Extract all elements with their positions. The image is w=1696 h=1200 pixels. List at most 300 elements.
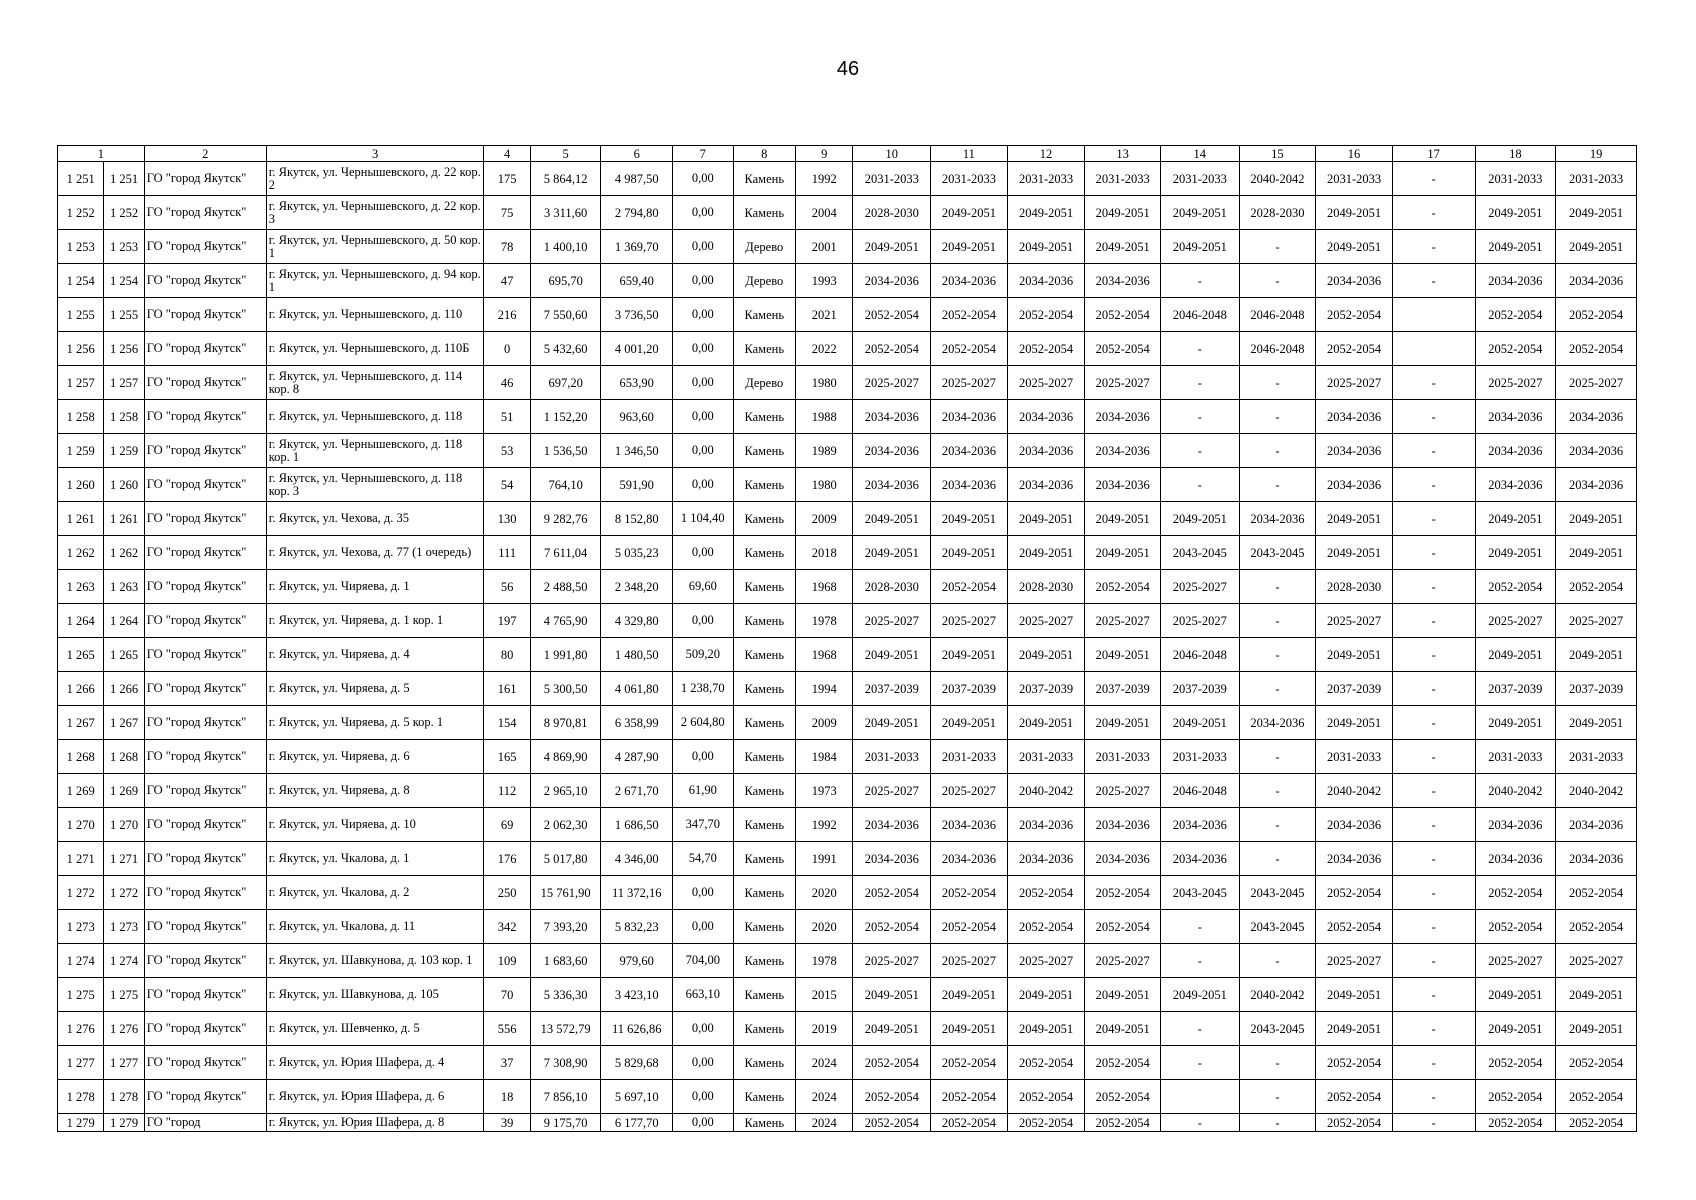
period-cell-14: - [1160,944,1239,978]
residential-area-cell: 2 348,20 [601,570,673,604]
address-cell: г. Якутск, ул. Чернышевского, д. 50 кор. 1 [266,230,484,264]
period-cell-15: 2043-2045 [1239,1012,1316,1046]
period-cell-18: 2034-2036 [1475,434,1556,468]
period-cell-13: 2034-2036 [1085,264,1161,298]
residential-area-cell: 3 736,50 [601,298,673,332]
period-cell-17: - [1392,604,1475,638]
nonresidential-area-cell: 0,00 [673,366,733,400]
row-number-cell: 1 277 [58,1046,104,1080]
period-cell-18: 2031-2033 [1475,740,1556,774]
residential-area-cell: 8 152,80 [601,502,673,536]
municipality-cell: ГО "город Якутск" [144,706,266,740]
municipality-cell: ГО "город Якутск" [144,162,266,196]
period-cell-15: - [1239,808,1316,842]
period-cell-13: 2034-2036 [1085,434,1161,468]
row-number-cell: 1 267 [58,706,104,740]
period-cell-12: 2049-2051 [1007,536,1085,570]
residents-cell: 109 [484,944,530,978]
address-cell: г. Якутск, ул. Чиряева, д. 8 [266,774,484,808]
period-cell-19: 2052-2054 [1556,570,1637,604]
period-cell-15: 2043-2045 [1239,536,1316,570]
row-number-cell: 1 261 [58,502,104,536]
period-cell-10: 2034-2036 [853,264,931,298]
year-built-cell: 1980 [796,366,853,400]
period-cell-12: 2052-2054 [1007,332,1085,366]
period-cell-14: - [1160,468,1239,502]
wall-material-cell: Камень [733,978,796,1012]
period-cell-10: 2052-2054 [853,1114,931,1132]
nonresidential-area-cell: 0,00 [673,332,733,366]
municipality-cell: ГО "город Якутск" [144,638,266,672]
residential-area-cell: 6 177,70 [601,1114,673,1132]
period-cell-11: 2025-2027 [931,944,1008,978]
period-cell-15: - [1239,774,1316,808]
period-cell-16: 2031-2033 [1316,740,1393,774]
period-cell-10: 2052-2054 [853,1080,931,1114]
period-cell-17: - [1392,876,1475,910]
period-cell-12: 2034-2036 [1007,808,1085,842]
nonresidential-area-cell: 0,00 [673,740,733,774]
period-cell-15: 2028-2030 [1239,196,1316,230]
period-cell-12: 2052-2054 [1007,1080,1085,1114]
row-number-cell: 1 263 [58,570,104,604]
address-cell: г. Якутск, ул. Чиряева, д. 5 кор. 1 [266,706,484,740]
period-cell-10: 2049-2051 [853,536,931,570]
period-cell-13: 2025-2027 [1085,774,1161,808]
period-cell-14: 2034-2036 [1160,842,1239,876]
period-cell-10: 2034-2036 [853,400,931,434]
period-cell-17: - [1392,1012,1475,1046]
total-area-cell: 7 611,04 [530,536,601,570]
period-cell-14: 2046-2048 [1160,298,1239,332]
period-cell-11: 2025-2027 [931,604,1008,638]
period-cell-19: 2049-2051 [1556,638,1637,672]
residents-cell: 342 [484,910,530,944]
row-number-cell: 1 271 [58,842,104,876]
period-cell-10: 2052-2054 [853,298,931,332]
row-number-cell: 1 266 [58,672,104,706]
object-number-cell: 1 270 [104,808,144,842]
period-cell-19: 2052-2054 [1556,876,1637,910]
period-cell-17: - [1392,842,1475,876]
object-number-cell: 1 266 [104,672,144,706]
period-cell-14: 2025-2027 [1160,604,1239,638]
period-cell-18: 2049-2051 [1475,1012,1556,1046]
table-row [58,876,1637,910]
municipality-cell: ГО "город Якутск" [144,910,266,944]
period-cell-12: 2031-2033 [1007,740,1085,774]
year-built-cell: 2024 [796,1080,853,1114]
residential-area-cell: 4 287,90 [601,740,673,774]
address-cell: г. Якутск, ул. Юрия Шафера, д. 6 [266,1080,484,1114]
nonresidential-area-cell: 1 104,40 [673,502,733,536]
object-number-cell: 1 264 [104,604,144,638]
nonresidential-area-cell: 0,00 [673,468,733,502]
nonresidential-area-cell: 2 604,80 [673,706,733,740]
table-header [58,146,1637,162]
total-area-cell: 1 683,60 [530,944,601,978]
period-cell-11: 2025-2027 [931,774,1008,808]
period-cell-19: 2025-2027 [1556,944,1637,978]
period-cell-12: 2028-2030 [1007,570,1085,604]
period-cell-11: 2049-2051 [931,1012,1008,1046]
header-cell: 12 [1007,146,1085,162]
wall-material-cell: Камень [733,740,796,774]
period-cell-18: 2052-2054 [1475,570,1556,604]
period-cell-10: 2028-2030 [853,570,931,604]
period-cell-11: 2052-2054 [931,570,1008,604]
table-row [58,1046,1637,1080]
period-cell-17: - [1392,1114,1475,1132]
municipality-cell: ГО "город Якутск" [144,1046,266,1080]
year-built-cell: 2024 [796,1114,853,1132]
table-row [58,332,1637,366]
period-cell-13: 2049-2051 [1085,706,1161,740]
municipality-cell: ГО "город Якутск" [144,1012,266,1046]
row-number-cell: 1 268 [58,740,104,774]
table-row [58,842,1637,876]
header-cell: 15 [1239,146,1316,162]
period-cell-18: 2052-2054 [1475,876,1556,910]
period-cell-11: 2034-2036 [931,434,1008,468]
period-cell-13: 2052-2054 [1085,876,1161,910]
header-row [58,146,1637,162]
municipality-cell: ГО "город Якутск" [144,434,266,468]
period-cell-12: 2034-2036 [1007,468,1085,502]
period-cell-19: 2034-2036 [1556,434,1637,468]
period-cell-12: 2049-2051 [1007,1012,1085,1046]
period-cell-16: 2052-2054 [1316,1080,1393,1114]
period-cell-10: 2052-2054 [853,332,931,366]
year-built-cell: 2009 [796,706,853,740]
period-cell-11: 2025-2027 [931,366,1008,400]
total-area-cell: 1 400,10 [530,230,601,264]
wall-material-cell: Камень [733,196,796,230]
row-number-cell: 1 259 [58,434,104,468]
period-cell-14: 2049-2051 [1160,196,1239,230]
total-area-cell: 3 311,60 [530,196,601,230]
municipality-cell: ГО "город Якутск" [144,196,266,230]
period-cell-19: 2049-2051 [1556,536,1637,570]
period-cell-15: - [1239,1080,1316,1114]
municipality-cell: ГО "город Якутск" [144,604,266,638]
period-cell-18: 2052-2054 [1475,332,1556,366]
period-cell-19: 2049-2051 [1556,230,1637,264]
nonresidential-area-cell: 0,00 [673,264,733,298]
nonresidential-area-cell: 0,00 [673,876,733,910]
period-cell-12: 2034-2036 [1007,842,1085,876]
period-cell-15: 2046-2048 [1239,298,1316,332]
period-cell-19: 2031-2033 [1556,740,1637,774]
address-cell: г. Якутск, ул. Чернышевского, д. 110Б [266,332,484,366]
period-cell-19: 2034-2036 [1556,842,1637,876]
period-cell-10: 2034-2036 [853,468,931,502]
row-number-cell: 1 273 [58,910,104,944]
period-cell-16: 2049-2051 [1316,1012,1393,1046]
header-cell: 10 [853,146,931,162]
period-cell-14: 2049-2051 [1160,706,1239,740]
period-cell-17: - [1392,502,1475,536]
address-cell: г. Якутск, ул. Чиряева, д. 5 [266,672,484,706]
period-cell-15: - [1239,400,1316,434]
object-number-cell: 1 271 [104,842,144,876]
row-number-cell: 1 253 [58,230,104,264]
period-cell-11: 2052-2054 [931,298,1008,332]
period-cell-14: 2037-2039 [1160,672,1239,706]
period-cell-12: 2040-2042 [1007,774,1085,808]
residential-area-cell: 2 794,80 [601,196,673,230]
row-number-cell: 1 279 [58,1114,104,1132]
period-cell-17: - [1392,468,1475,502]
row-number-cell: 1 257 [58,366,104,400]
period-cell-19: 2031-2033 [1556,162,1637,196]
period-cell-18: 2049-2051 [1475,978,1556,1012]
residential-area-cell: 1 480,50 [601,638,673,672]
period-cell-11: 2049-2051 [931,536,1008,570]
municipality-cell: ГО "город Якутск" [144,536,266,570]
object-number-cell: 1 276 [104,1012,144,1046]
residential-area-cell: 1 686,50 [601,808,673,842]
period-cell-14: - [1160,332,1239,366]
period-cell-11: 2031-2033 [931,162,1008,196]
period-cell-11: 2049-2051 [931,978,1008,1012]
period-cell-14: 2049-2051 [1160,502,1239,536]
period-cell-12: 2037-2039 [1007,672,1085,706]
period-cell-12: 2052-2054 [1007,876,1085,910]
period-cell-16: 2052-2054 [1316,298,1393,332]
period-cell-14: - [1160,910,1239,944]
residents-cell: 53 [484,434,530,468]
period-cell-16: 2028-2030 [1316,570,1393,604]
table-row [58,978,1637,1012]
period-cell-16: 2049-2051 [1316,536,1393,570]
residential-area-cell: 5 697,10 [601,1080,673,1114]
period-cell-15: 2034-2036 [1239,502,1316,536]
period-cell-14: - [1160,264,1239,298]
period-cell-19: 2052-2054 [1556,1046,1637,1080]
row-number-cell: 1 252 [58,196,104,230]
period-cell-10: 2034-2036 [853,808,931,842]
period-cell-12: 2052-2054 [1007,910,1085,944]
object-number-cell: 1 255 [104,298,144,332]
period-cell-12: 2034-2036 [1007,264,1085,298]
period-cell-14: 2031-2033 [1160,740,1239,774]
address-cell: г. Якутск, ул. Чкалова, д. 11 [266,910,484,944]
total-area-cell: 7 393,20 [530,910,601,944]
period-cell-19: 2025-2027 [1556,366,1637,400]
period-cell-13: 2037-2039 [1085,672,1161,706]
period-cell-11: 2052-2054 [931,1080,1008,1114]
period-cell-13: 2034-2036 [1085,842,1161,876]
period-cell-18: 2049-2051 [1475,638,1556,672]
period-cell-10: 2025-2027 [853,944,931,978]
period-cell-17: - [1392,808,1475,842]
period-cell-11: 2034-2036 [931,808,1008,842]
nonresidential-area-cell: 0,00 [673,400,733,434]
period-cell-12: 2049-2051 [1007,230,1085,264]
table-row [58,230,1637,264]
period-cell-13: 2052-2054 [1085,1046,1161,1080]
header-cell: 17 [1392,146,1475,162]
wall-material-cell: Дерево [733,264,796,298]
object-number-cell: 1 253 [104,230,144,264]
period-cell-17: - [1392,1046,1475,1080]
period-cell-18: 2034-2036 [1475,468,1556,502]
municipality-cell: ГО "город Якутск" [144,808,266,842]
period-cell-14: - [1160,434,1239,468]
period-cell-16: 2052-2054 [1316,1046,1393,1080]
period-cell-10: 2025-2027 [853,774,931,808]
period-cell-17: - [1392,400,1475,434]
total-area-cell: 2 488,50 [530,570,601,604]
period-cell-19: 2049-2051 [1556,196,1637,230]
period-cell-12: 2052-2054 [1007,1046,1085,1080]
wall-material-cell: Камень [733,706,796,740]
period-cell-12: 2025-2027 [1007,366,1085,400]
period-cell-18: 2052-2054 [1475,1080,1556,1114]
period-cell-14: 2034-2036 [1160,808,1239,842]
total-area-cell: 4 869,90 [530,740,601,774]
nonresidential-area-cell: 347,70 [673,808,733,842]
wall-material-cell: Камень [733,672,796,706]
period-cell-18: 2049-2051 [1475,706,1556,740]
period-cell-16: 2049-2051 [1316,638,1393,672]
total-area-cell: 5 432,60 [530,332,601,366]
residential-area-cell: 2 671,70 [601,774,673,808]
period-cell-16: 2052-2054 [1316,876,1393,910]
object-number-cell: 1 257 [104,366,144,400]
period-cell-18: 2052-2054 [1475,1114,1556,1132]
residential-area-cell: 1 346,50 [601,434,673,468]
period-cell-16: 2034-2036 [1316,842,1393,876]
period-cell-16: 2025-2027 [1316,944,1393,978]
wall-material-cell: Камень [733,1046,796,1080]
period-cell-11: 2049-2051 [931,706,1008,740]
wall-material-cell: Камень [733,808,796,842]
wall-material-cell: Камень [733,1080,796,1114]
period-cell-10: 2049-2051 [853,706,931,740]
residential-area-cell: 4 061,80 [601,672,673,706]
period-cell-19: 2034-2036 [1556,808,1637,842]
period-cell-14: 2043-2045 [1160,876,1239,910]
year-built-cell: 1991 [796,842,853,876]
wall-material-cell: Камень [733,298,796,332]
header-cell: 6 [601,146,673,162]
wall-material-cell: Камень [733,604,796,638]
period-cell-19: 2049-2051 [1556,978,1637,1012]
residential-area-cell: 659,40 [601,264,673,298]
residential-area-cell: 1 369,70 [601,230,673,264]
period-cell-19: 2052-2054 [1556,332,1637,366]
period-cell-18: 2025-2027 [1475,944,1556,978]
address-cell: г. Якутск, ул. Чиряева, д. 1 [266,570,484,604]
address-cell: г. Якутск, ул. Шавкунова, д. 103 кор. 1 [266,944,484,978]
table-row [58,298,1637,332]
header-cell: 4 [484,146,530,162]
residential-area-cell: 591,90 [601,468,673,502]
year-built-cell: 1980 [796,468,853,502]
period-cell-15: - [1239,944,1316,978]
total-area-cell: 764,10 [530,468,601,502]
residents-cell: 111 [484,536,530,570]
nonresidential-area-cell: 69,60 [673,570,733,604]
header-cell: 16 [1316,146,1393,162]
row-number-cell: 1 276 [58,1012,104,1046]
period-cell-15: - [1239,366,1316,400]
period-cell-14 [1160,1080,1239,1114]
nonresidential-area-cell: 0,00 [673,1012,733,1046]
period-cell-10: 2037-2039 [853,672,931,706]
period-cell-16: 2031-2033 [1316,162,1393,196]
nonresidential-area-cell: 0,00 [673,536,733,570]
period-cell-11: 2052-2054 [931,332,1008,366]
period-cell-16: 2049-2051 [1316,706,1393,740]
year-built-cell: 1992 [796,808,853,842]
residential-area-cell: 11 626,86 [601,1012,673,1046]
residential-area-cell: 11 372,16 [601,876,673,910]
table-row [58,366,1637,400]
residential-area-cell: 4 329,80 [601,604,673,638]
header-cell: 9 [796,146,853,162]
address-cell: г. Якутск, ул. Шавкунова, д. 105 [266,978,484,1012]
period-cell-12: 2031-2033 [1007,162,1085,196]
header-cell: 19 [1556,146,1637,162]
total-area-cell: 7 856,10 [530,1080,601,1114]
period-cell-18: 2034-2036 [1475,842,1556,876]
period-cell-12: 2049-2051 [1007,502,1085,536]
municipality-cell: ГО "город Якутск" [144,332,266,366]
row-number-cell: 1 269 [58,774,104,808]
year-built-cell: 1968 [796,638,853,672]
wall-material-cell: Камень [733,400,796,434]
row-number-cell: 1 260 [58,468,104,502]
municipality-cell: ГО "город Якутск" [144,944,266,978]
page-number: 46 [836,58,860,80]
object-number-cell: 1 251 [104,162,144,196]
period-cell-16: 2040-2042 [1316,774,1393,808]
residents-cell: 250 [484,876,530,910]
municipality-cell: ГО "город Якутск" [144,366,266,400]
period-cell-14: - [1160,1046,1239,1080]
period-cell-13: 2052-2054 [1085,570,1161,604]
table-row [58,706,1637,740]
object-number-cell: 1 256 [104,332,144,366]
total-area-cell: 1 991,80 [530,638,601,672]
year-built-cell: 1968 [796,570,853,604]
object-number-cell: 1 263 [104,570,144,604]
row-number-cell: 1 274 [58,944,104,978]
year-built-cell: 2024 [796,1046,853,1080]
period-cell-19: 2034-2036 [1556,468,1637,502]
total-area-cell: 5 864,12 [530,162,601,196]
period-cell-19: 2052-2054 [1556,1114,1637,1132]
housing-register-table [57,145,1637,1132]
period-cell-17: - [1392,1080,1475,1114]
period-cell-18: 2052-2054 [1475,1046,1556,1080]
total-area-cell: 4 765,90 [530,604,601,638]
object-number-cell: 1 254 [104,264,144,298]
object-number-cell: 1 277 [104,1046,144,1080]
period-cell-18: 2031-2033 [1475,162,1556,196]
period-cell-14: 2049-2051 [1160,230,1239,264]
period-cell-16: 2049-2051 [1316,502,1393,536]
period-cell-16: 2049-2051 [1316,978,1393,1012]
period-cell-13: 2025-2027 [1085,604,1161,638]
table-row [58,434,1637,468]
year-built-cell: 2004 [796,196,853,230]
total-area-cell: 13 572,79 [530,1012,601,1046]
total-area-cell: 2 965,10 [530,774,601,808]
